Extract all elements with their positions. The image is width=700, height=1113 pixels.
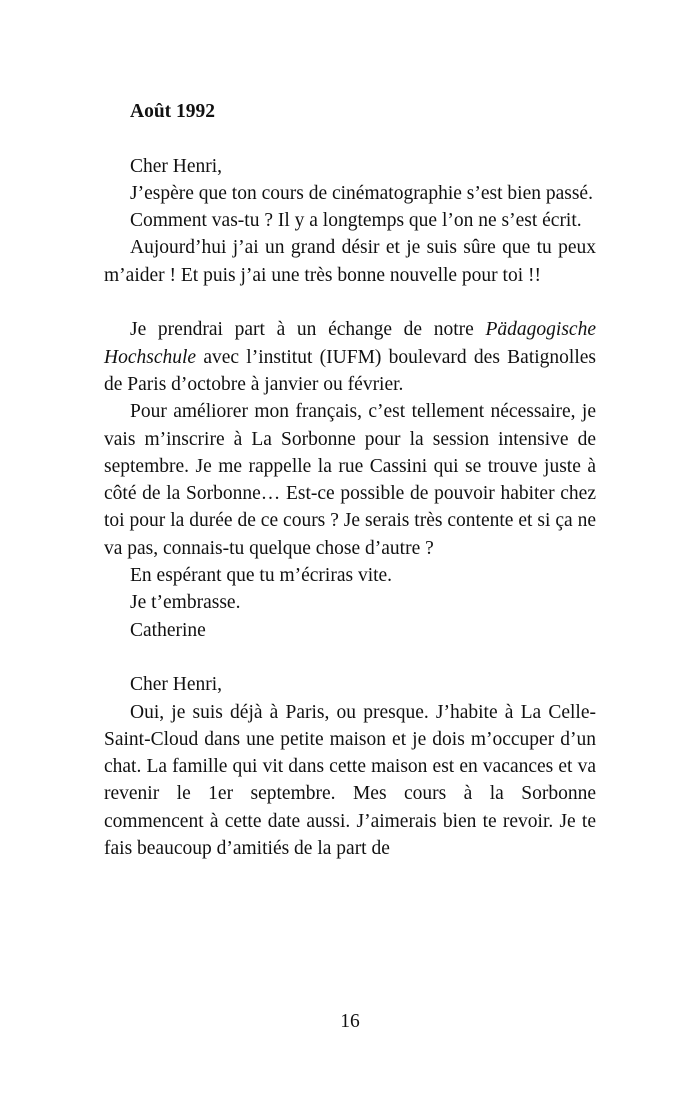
paragraph: Aujourd’hui j’ai un grand désir et je suis sûre que tu peux m’aider ! Et puis j’ai une très bonne nouvelle pour toi !! — [104, 237, 596, 286]
closing: Je t’embrasse. — [130, 592, 241, 614]
letter-reply — [104, 671, 596, 862]
italic-school-name: Pädagogische Hochschule — [104, 319, 596, 368]
paragraph: Pour améliorer mon français, c’est tellement nécessaire, je vais m’inscrire à La Sorbonne pour la session intensive de septembre. Je me rappelle la rue Cassini qui se trouve juste à côté de la Sorbonne… Est-ce possible de pouvoir habiter chez toi pour la durée de ce cours ? Je serais très contente et si ça ne va pas, connais-tu quelque chose d’autre ? — [104, 401, 596, 559]
paragraph-exchange — [104, 316, 596, 398]
signature: Catherine — [130, 619, 206, 641]
page-body — [104, 98, 596, 890]
paragraph: Oui, je suis déjà à Paris, ou presque. J’habite à La Celle-Saint-Cloud dans une petite maison et je dois m’occuper d’un chat. La famille qui vit dans cette maison est en vacances et va revenir le 1er septembre. Mes cours à la Sorbonne commencent à cette date aussi. J’aimerais bien te revoir. Je te fais beaucoup d’amitiés de la part de — [104, 701, 596, 860]
paragraph: En espérant que tu m’écriras vite. — [130, 565, 393, 587]
date-heading: Août 1992 — [130, 101, 216, 122]
text-run: Je prendrai part à un échange de notre — [130, 319, 486, 341]
blank-line — [104, 289, 596, 316]
page-number: 16 — [340, 1011, 360, 1032]
salutation: Cher Henri, — [130, 155, 223, 177]
paragraph: Comment vas-tu ? Il y a longtemps que l’on ne s’est écrit. — [130, 210, 582, 232]
paragraph: J’espère que ton cours de cinématographie s’est bien passé. — [130, 182, 593, 204]
text-run: avec l’institut (IUFM) boulevard des Batignolles de Paris d’octobre à janvier ou février. — [104, 346, 596, 395]
letter-from-catherine — [104, 153, 596, 644]
salutation: Cher Henri, — [130, 674, 223, 696]
